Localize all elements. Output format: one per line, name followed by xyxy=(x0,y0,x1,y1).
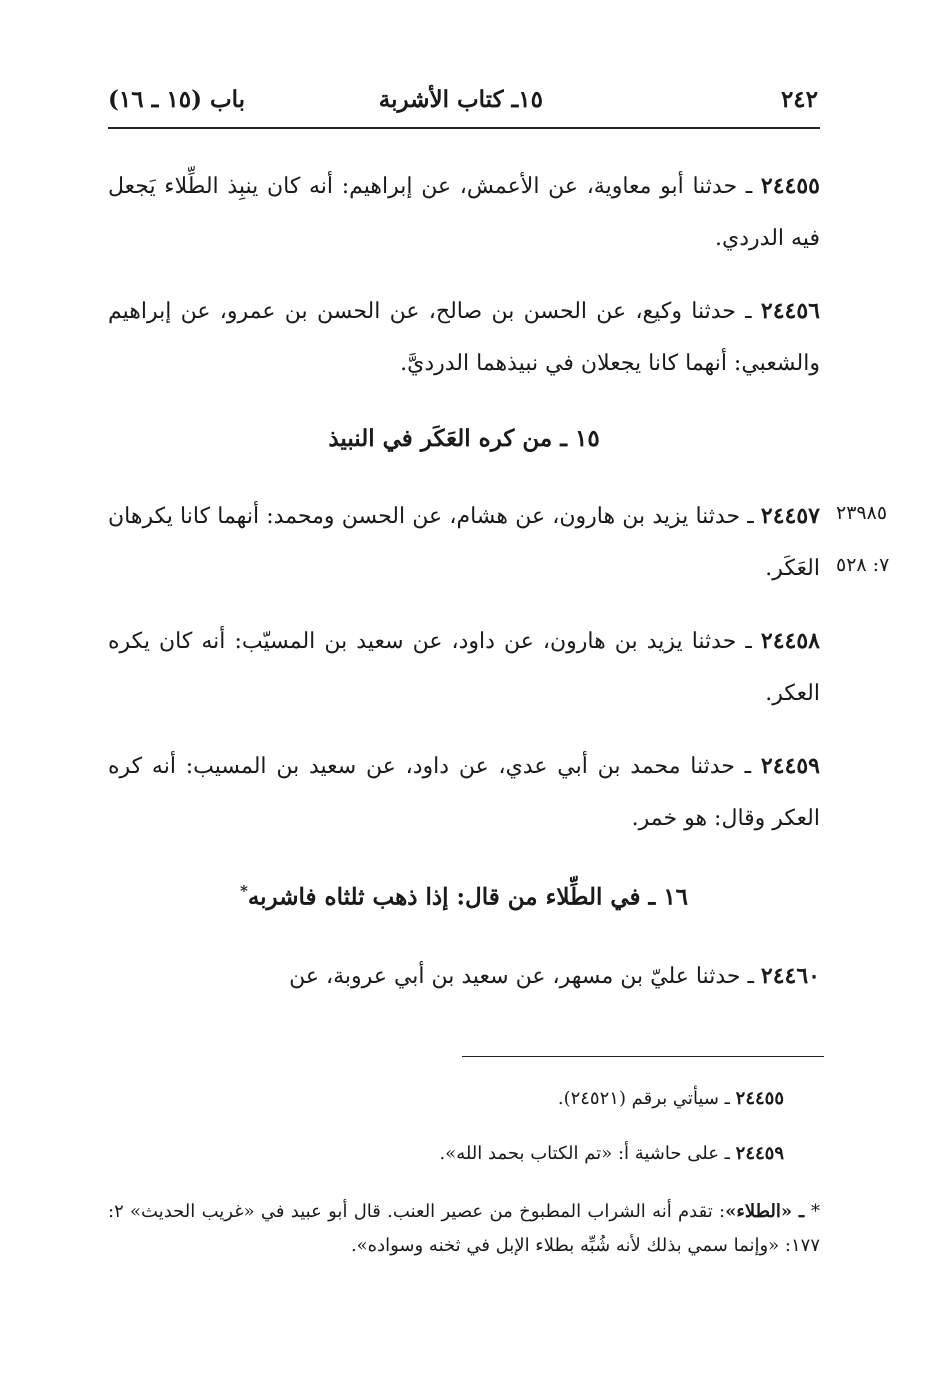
footnote-divider xyxy=(462,1056,824,1057)
margin-ref-secondary: ٧: ٥٢٨ xyxy=(836,554,890,576)
footnote-24459 xyxy=(108,1137,784,1171)
footnote-text: ـ على حاشية أ: «تم الكتاب بحمد الله». xyxy=(439,1143,736,1164)
footnote-number: ٢٤٤٥٩ xyxy=(735,1143,784,1164)
chapter-note-mark: * xyxy=(239,882,248,900)
hadith-number: ٢٤٤٥٥ xyxy=(760,173,820,199)
star-term: ـ «الطلاء» xyxy=(725,1201,811,1222)
chapter-range: باب (١٥ ـ ١٦) xyxy=(108,86,246,113)
chapter-heading-15 xyxy=(108,425,820,452)
hadith-number: ٢٤٤٥٨ xyxy=(760,628,820,654)
hadith-text: ـ حدثنا وكيع، عن الحسن بن صالح، عن الحسن بن عمرو، عن إبراهيم والشعبي: أنهما كانا يجعلان في نبيذهما الدرديَّ. xyxy=(108,299,820,376)
hadith-number: ٢٤٤٥٦ xyxy=(760,298,820,324)
hadith-number: ٢٤٤٦٠ xyxy=(760,963,820,989)
footnote-text: ـ سيأتي برقم (٢٤٥٢١). xyxy=(557,1088,736,1109)
running-header xyxy=(108,86,818,126)
hadith-24459 xyxy=(108,740,820,845)
hadith-24457 xyxy=(108,490,820,595)
footnote-24455 xyxy=(108,1082,784,1116)
star-mark: * xyxy=(811,1201,820,1222)
page-number: ٢٤٢ xyxy=(780,86,818,113)
book-title: ١٥ـ كتاب الأشربة xyxy=(378,86,543,113)
star-text: : تقدم أنه الشراب المطبوخ من عصير العنب. قال أبو عبيد في «غريب الحديث» ٢: ١٧٧: «وإنما سمي بذلك لأنه شُبِّه بطلاء الإبل في ثخنه وسواده». xyxy=(108,1201,820,1256)
hadith-number: ٢٤٤٥٩ xyxy=(760,753,820,779)
chapter-heading-16 xyxy=(108,882,820,911)
hadith-24460 xyxy=(108,950,820,1003)
hadith-text: ـ حدثنا يزيد بن هارون، عن هشام، عن الحسن ومحمد: أنهما كانا يكرهان العَكَر. xyxy=(108,504,820,581)
hadith-text: ـ حدثنا أبو معاوية، عن الأعمش، عن إبراهيم: أنه كان ينبِذ الطِّلاء يَجعل فيه الدردي. xyxy=(108,174,820,251)
hadith-text: ـ حدثنا عليّ بن مسهر، عن سعيد بن أبي عروبة، عن xyxy=(289,964,761,989)
hadith-text: ـ حدثنا يزيد بن هارون، عن داود، عن سعيد بن المسيّب: أنه كان يكره العكر. xyxy=(108,629,820,706)
hadith-text: ـ حدثنا محمد بن أبي عدي، عن داود، عن سعيد بن المسيب: أنه كره العكر وقال: هو خمر. xyxy=(108,754,820,831)
header-divider xyxy=(108,127,820,129)
chapter-title: ١٦ ـ في الطِّلاء من قال: إذا ذهب ثلثاه فاشربه xyxy=(247,883,689,911)
hadith-number: ٢٤٤٥٧ xyxy=(760,503,820,529)
hadith-24456 xyxy=(108,285,820,390)
margin-ref-primary: ٢٣٩٨٥ xyxy=(836,502,888,524)
footnote-star xyxy=(108,1195,820,1263)
hadith-24458 xyxy=(108,615,820,720)
footnote-number: ٢٤٤٥٥ xyxy=(735,1088,784,1109)
chapter-title: ١٥ ـ من كره العَكَر في النبيذ xyxy=(328,425,600,452)
hadith-24455 xyxy=(108,160,820,265)
